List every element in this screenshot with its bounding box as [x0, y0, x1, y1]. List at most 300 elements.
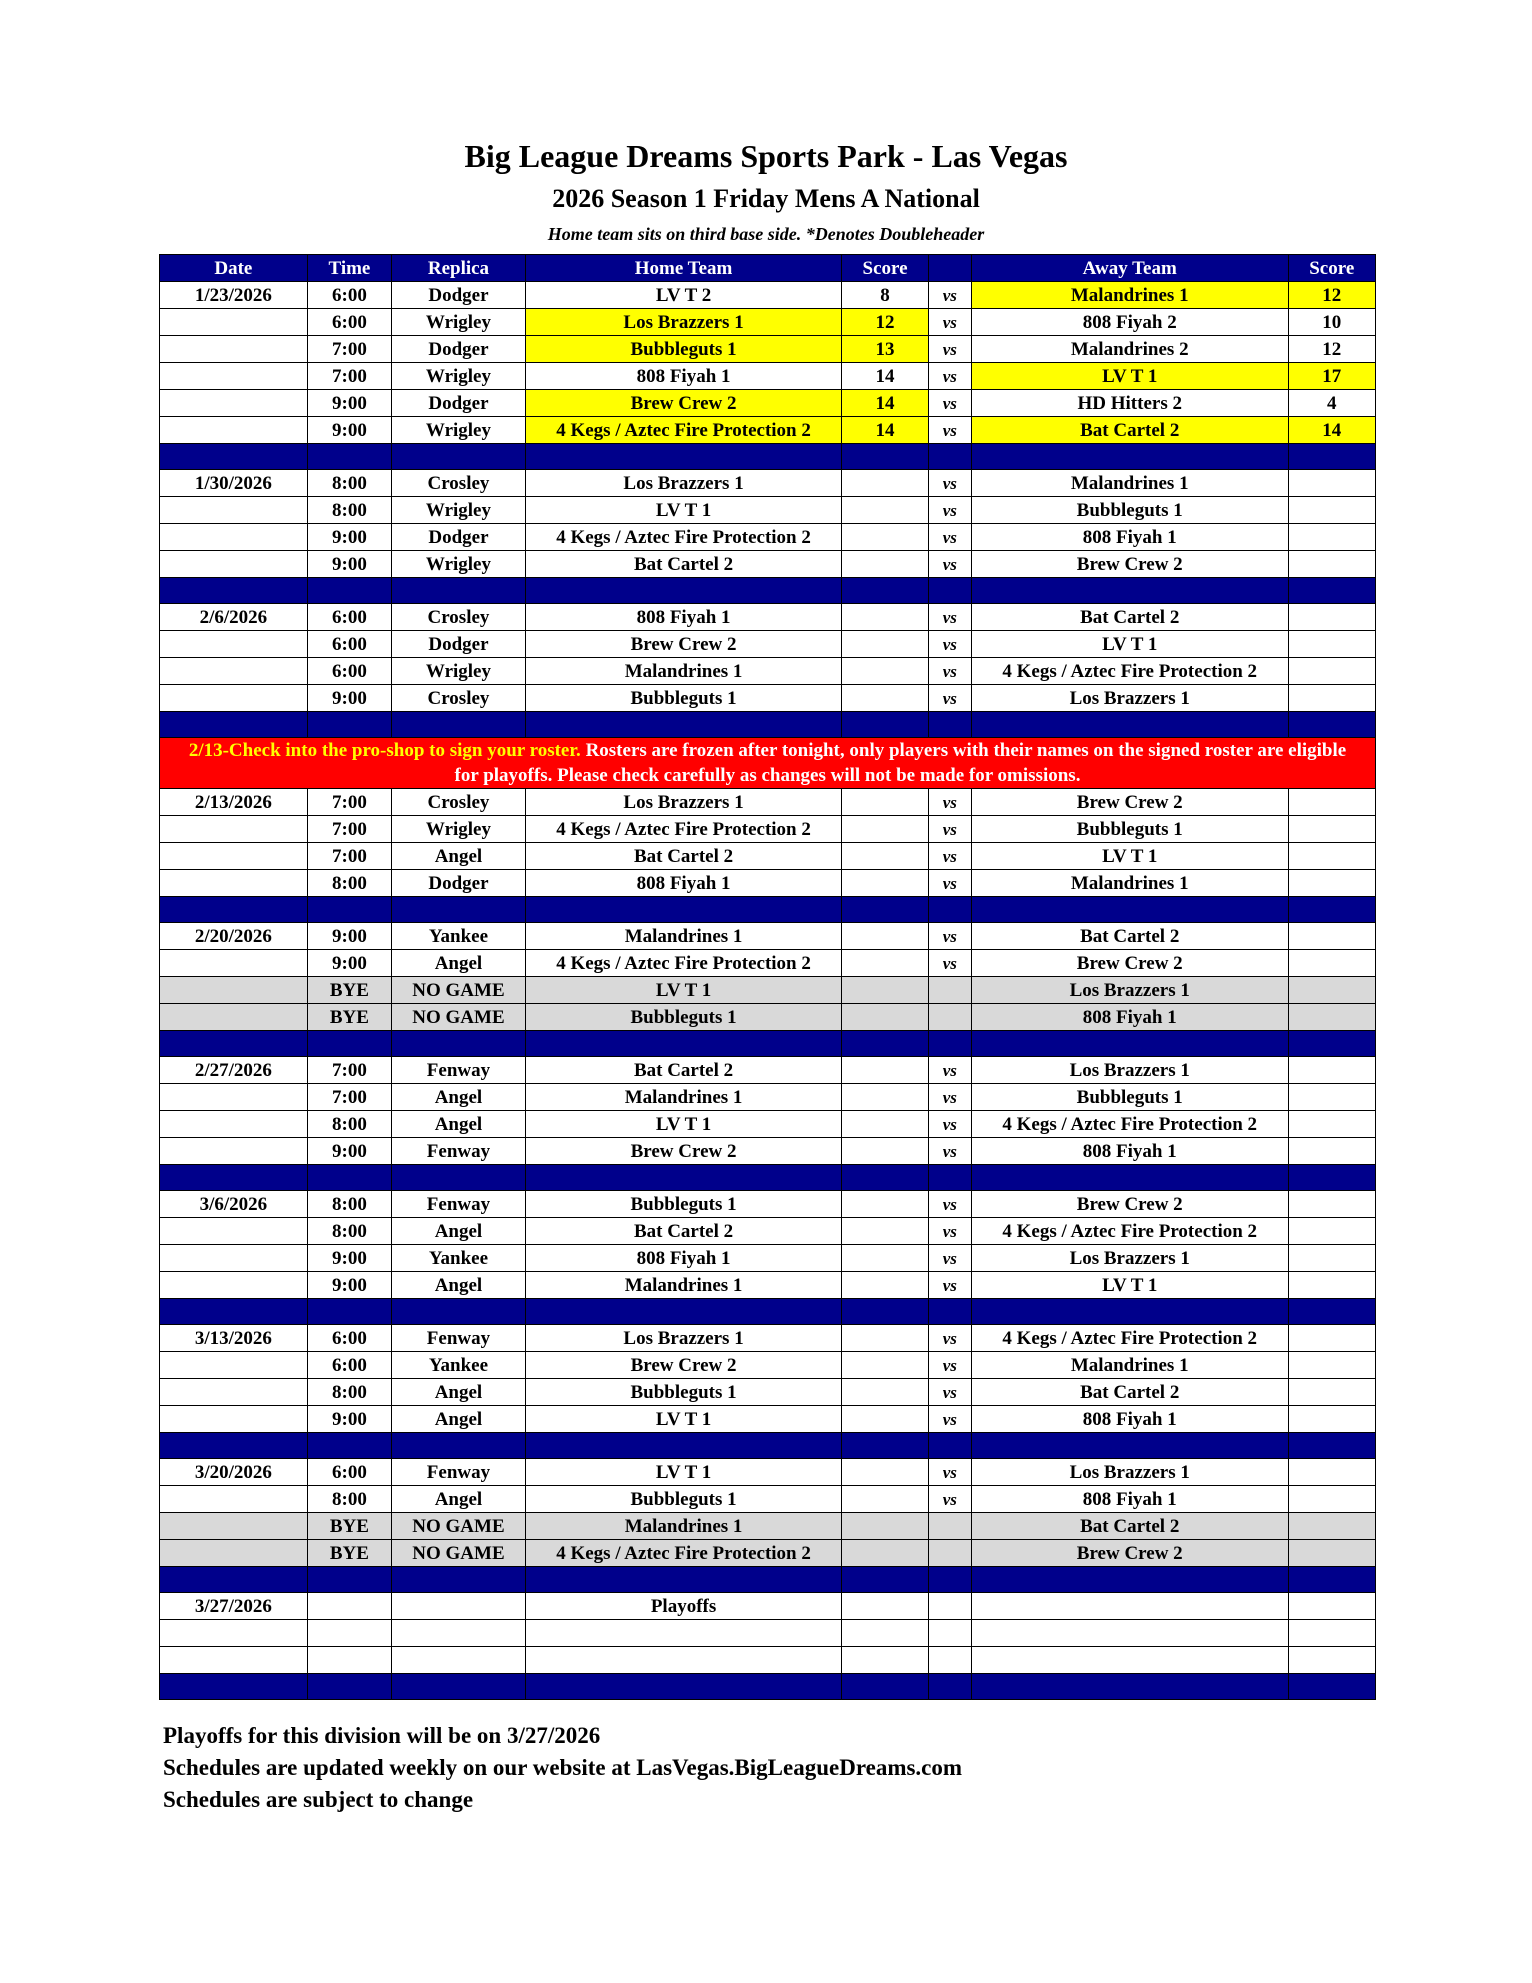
cell-home-score: 13 [842, 336, 928, 363]
cell-away-score [1288, 1111, 1376, 1138]
cell-time: BYE [307, 977, 391, 1004]
cell-home-team: 4 Kegs / Aztec Fire Protection 2 [525, 1540, 842, 1567]
game-row [160, 497, 1376, 524]
cell-away-team: 4 Kegs / Aztec Fire Protection 2 [971, 658, 1288, 685]
separator-cell [971, 1299, 1288, 1325]
cell-home-score [842, 789, 928, 816]
cell-date [160, 1406, 308, 1433]
cell-home-score [842, 950, 928, 977]
cell-home-score [842, 551, 928, 578]
cell-time [307, 1620, 391, 1647]
cell-away-team: Malandrines 2 [971, 336, 1288, 363]
cell-date: 3/27/2026 [160, 1593, 308, 1620]
separator-cell [971, 1433, 1288, 1459]
schedule-table [159, 254, 1376, 1700]
cell-vs [928, 1004, 971, 1031]
separator-cell [392, 1674, 526, 1700]
cell-home-team: Brew Crew 2 [525, 1352, 842, 1379]
separator-cell [525, 712, 842, 738]
game-row [160, 1272, 1376, 1299]
cell-vs: vs [928, 497, 971, 524]
cell-home-team: Playoffs [525, 1593, 842, 1620]
cell-home-score [842, 658, 928, 685]
cell-time: 9:00 [307, 1272, 391, 1299]
cell-away-score [1288, 685, 1376, 712]
separator-cell [307, 578, 391, 604]
cell-time: 9:00 [307, 685, 391, 712]
separator-row [160, 1567, 1376, 1593]
cell-home-team: Bubbleguts 1 [525, 1004, 842, 1031]
cell-date [160, 1540, 308, 1567]
cell-away-score [1288, 1513, 1376, 1540]
cell-home-score [842, 870, 928, 897]
cell-home-score [842, 1218, 928, 1245]
separator-cell [160, 578, 308, 604]
cell-time: 8:00 [307, 1218, 391, 1245]
separator-cell [928, 1165, 971, 1191]
cell-time: 8:00 [307, 1486, 391, 1513]
separator-cell [842, 1674, 928, 1700]
cell-home-team: Brew Crew 2 [525, 390, 842, 417]
page-subtitle: 2026 Season 1 Friday Mens A National [552, 184, 980, 213]
cell-time: 7:00 [307, 363, 391, 390]
cell-home-score [842, 1593, 928, 1620]
cell-away-score [1288, 1620, 1376, 1647]
cell-home-score [842, 1138, 928, 1165]
cell-home-score [842, 497, 928, 524]
separator-cell [307, 1674, 391, 1700]
cell-vs: vs [928, 336, 971, 363]
game-row [160, 950, 1376, 977]
cell-home-score: 14 [842, 390, 928, 417]
cell-replica: Fenway [392, 1459, 526, 1486]
cell-vs: vs [928, 789, 971, 816]
game-row [160, 870, 1376, 897]
cell-away-score [1288, 1406, 1376, 1433]
game-row [160, 658, 1376, 685]
cell-away-team: LV T 1 [971, 363, 1288, 390]
col-header-replica: Replica [392, 255, 526, 282]
separator-cell [525, 1165, 842, 1191]
cell-home-team: Malandrines 1 [525, 1513, 842, 1540]
cell-away-team: Malandrines 1 [971, 870, 1288, 897]
game-row [160, 524, 1376, 551]
cell-vs: vs [928, 631, 971, 658]
cell-home-team: Bubbleguts 1 [525, 1379, 842, 1406]
separator-cell [307, 897, 391, 923]
cell-home-team: Bat Cartel 2 [525, 1057, 842, 1084]
cell-vs: vs [928, 551, 971, 578]
cell-home-team: Bubbleguts 1 [525, 336, 842, 363]
cell-replica: Fenway [392, 1138, 526, 1165]
separator-cell [525, 444, 842, 470]
cell-date [160, 336, 308, 363]
separator-row [160, 1031, 1376, 1057]
cell-vs [928, 1513, 971, 1540]
cell-vs: vs [928, 950, 971, 977]
separator-cell [392, 1031, 526, 1057]
cell-time: 8:00 [307, 470, 391, 497]
cell-away-score [1288, 1138, 1376, 1165]
separator-cell [307, 1433, 391, 1459]
separator-cell [160, 1674, 308, 1700]
cell-replica: Fenway [392, 1325, 526, 1352]
cell-vs [928, 1593, 971, 1620]
separator-row [160, 1299, 1376, 1325]
separator-cell [928, 1433, 971, 1459]
separator-cell [392, 1567, 526, 1593]
separator-cell [392, 1433, 526, 1459]
cell-away-score [1288, 923, 1376, 950]
cell-away-score [1288, 1245, 1376, 1272]
separator-cell [971, 444, 1288, 470]
separator-cell [842, 1031, 928, 1057]
separator-cell [392, 1165, 526, 1191]
separator-cell [842, 897, 928, 923]
separator-cell [971, 897, 1288, 923]
cell-home-team: 808 Fiyah 1 [525, 1245, 842, 1272]
cell-time: 7:00 [307, 789, 391, 816]
game-row [160, 1057, 1376, 1084]
separator-cell [307, 1165, 391, 1191]
game-row [160, 685, 1376, 712]
cell-date [160, 1647, 308, 1674]
cell-home-score [842, 1084, 928, 1111]
cell-away-score [1288, 1218, 1376, 1245]
cell-time: 8:00 [307, 870, 391, 897]
cell-replica: Angel [392, 1111, 526, 1138]
cell-time: 6:00 [307, 631, 391, 658]
cell-home-score: 12 [842, 309, 928, 336]
separator-cell [525, 1299, 842, 1325]
separator-cell [160, 1299, 308, 1325]
cell-vs: vs [928, 658, 971, 685]
roster-notice-row [160, 738, 1376, 789]
cell-time: 8:00 [307, 1111, 391, 1138]
cell-home-score [842, 977, 928, 1004]
separator-row [160, 444, 1376, 470]
cell-home-team: 4 Kegs / Aztec Fire Protection 2 [525, 816, 842, 843]
cell-away-team: Los Brazzers 1 [971, 1459, 1288, 1486]
game-row [160, 1325, 1376, 1352]
separator-cell [160, 1031, 308, 1057]
cell-home-team: Bubbleguts 1 [525, 1191, 842, 1218]
cell-replica: Crosley [392, 470, 526, 497]
cell-date: 2/6/2026 [160, 604, 308, 631]
cell-away-score [1288, 1379, 1376, 1406]
cell-home-team: Malandrines 1 [525, 1272, 842, 1299]
cell-date: 2/20/2026 [160, 923, 308, 950]
cell-home-team: Bubbleguts 1 [525, 1486, 842, 1513]
cell-replica: Angel [392, 1272, 526, 1299]
cell-home-score [842, 816, 928, 843]
cell-replica: Angel [392, 950, 526, 977]
cell-vs: vs [928, 524, 971, 551]
cell-away-team: Malandrines 1 [971, 282, 1288, 309]
separator-cell [392, 897, 526, 923]
cell-away-team: 808 Fiyah 1 [971, 1486, 1288, 1513]
game-row [160, 1245, 1376, 1272]
cell-replica: Angel [392, 1379, 526, 1406]
cell-away-team: Brew Crew 2 [971, 950, 1288, 977]
cell-away-score [1288, 1459, 1376, 1486]
cell-away-team: LV T 1 [971, 843, 1288, 870]
game-row [160, 1379, 1376, 1406]
separator-cell [307, 1567, 391, 1593]
cell-vs: vs [928, 1218, 971, 1245]
col-header-time: Time [307, 255, 391, 282]
cell-home-team [525, 1647, 842, 1674]
cell-date [160, 843, 308, 870]
cell-replica: Fenway [392, 1191, 526, 1218]
cell-home-team: 4 Kegs / Aztec Fire Protection 2 [525, 950, 842, 977]
separator-cell [1288, 1567, 1376, 1593]
cell-replica: NO GAME [392, 1004, 526, 1031]
cell-time: 6:00 [307, 658, 391, 685]
cell-date [160, 950, 308, 977]
cell-replica [392, 1593, 526, 1620]
cell-date [160, 1352, 308, 1379]
cell-vs: vs [928, 309, 971, 336]
cell-home-score [842, 1459, 928, 1486]
cell-date [160, 1486, 308, 1513]
cell-date [160, 309, 308, 336]
cell-vs: vs [928, 1352, 971, 1379]
cell-away-team: 808 Fiyah 1 [971, 1138, 1288, 1165]
game-row [160, 843, 1376, 870]
separator-cell [971, 1031, 1288, 1057]
cell-date [160, 658, 308, 685]
cell-away-score: 12 [1288, 336, 1376, 363]
separator-cell [1288, 1031, 1376, 1057]
cell-time: 9:00 [307, 1138, 391, 1165]
separator-cell [928, 1299, 971, 1325]
separator-row [160, 897, 1376, 923]
cell-vs: vs [928, 1406, 971, 1433]
cell-vs [928, 1620, 971, 1647]
cell-away-team: Brew Crew 2 [971, 551, 1288, 578]
separator-cell [160, 1567, 308, 1593]
cell-home-team: 4 Kegs / Aztec Fire Protection 2 [525, 417, 842, 444]
separator-cell [160, 712, 308, 738]
separator-row [160, 712, 1376, 738]
separator-cell [928, 578, 971, 604]
cell-home-team: Bat Cartel 2 [525, 551, 842, 578]
cell-home-team: Bubbleguts 1 [525, 685, 842, 712]
cell-away-team: Bat Cartel 2 [971, 923, 1288, 950]
separator-cell [1288, 712, 1376, 738]
cell-away-score: 17 [1288, 363, 1376, 390]
cell-replica: Wrigley [392, 309, 526, 336]
col-header-away-score: Score [1288, 255, 1376, 282]
cell-replica: NO GAME [392, 1513, 526, 1540]
game-row [160, 1620, 1376, 1647]
separator-cell [1288, 1165, 1376, 1191]
cell-home-team: LV T 2 [525, 282, 842, 309]
game-row [160, 363, 1376, 390]
cell-away-score [1288, 1486, 1376, 1513]
cell-away-score: 14 [1288, 417, 1376, 444]
game-row [160, 282, 1376, 309]
bye-row [160, 1513, 1376, 1540]
cell-home-team: Malandrines 1 [525, 1084, 842, 1111]
separator-cell [842, 1433, 928, 1459]
separator-cell [525, 1567, 842, 1593]
cell-time: 7:00 [307, 1057, 391, 1084]
cell-replica: Wrigley [392, 551, 526, 578]
cell-time [307, 1647, 391, 1674]
col-header-home-score: Score [842, 255, 928, 282]
separator-cell [1288, 897, 1376, 923]
game-row [160, 1191, 1376, 1218]
cell-vs: vs [928, 1325, 971, 1352]
cell-away-team: 808 Fiyah 1 [971, 1004, 1288, 1031]
game-row [160, 336, 1376, 363]
roster-notice-text: Rosters are frozen after tonight, only players with their names on the signed roster are eligible for playoffs. Please check carefully as changes will not be made for omissions. [454, 740, 1347, 786]
cell-away-score [1288, 1325, 1376, 1352]
cell-time: BYE [307, 1004, 391, 1031]
cell-away-team: Brew Crew 2 [971, 789, 1288, 816]
cell-replica: Wrigley [392, 816, 526, 843]
separator-cell [525, 1031, 842, 1057]
cell-time: 7:00 [307, 816, 391, 843]
cell-date [160, 1272, 308, 1299]
cell-replica: NO GAME [392, 1540, 526, 1567]
cell-date: 3/13/2026 [160, 1325, 308, 1352]
cell-replica: Fenway [392, 1057, 526, 1084]
cell-date [160, 524, 308, 551]
cell-date [160, 1218, 308, 1245]
cell-away-score [1288, 524, 1376, 551]
separator-cell [928, 1031, 971, 1057]
cell-replica: Angel [392, 843, 526, 870]
cell-away-team: Los Brazzers 1 [971, 1245, 1288, 1272]
cell-replica: Wrigley [392, 497, 526, 524]
cell-home-team [525, 1620, 842, 1647]
separator-cell [160, 897, 308, 923]
cell-date: 1/30/2026 [160, 470, 308, 497]
cell-replica: Dodger [392, 524, 526, 551]
cell-home-team: Brew Crew 2 [525, 1138, 842, 1165]
cell-time: 9:00 [307, 417, 391, 444]
cell-vs [928, 1540, 971, 1567]
cell-home-score [842, 685, 928, 712]
cell-time: 6:00 [307, 1352, 391, 1379]
cell-time: BYE [307, 1540, 391, 1567]
cell-home-score [842, 1513, 928, 1540]
cell-away-score [1288, 816, 1376, 843]
cell-date [160, 1513, 308, 1540]
cell-away-team: Bat Cartel 2 [971, 1513, 1288, 1540]
cell-date: 2/27/2026 [160, 1057, 308, 1084]
cell-home-team: 808 Fiyah 1 [525, 604, 842, 631]
cell-away-team: 4 Kegs / Aztec Fire Protection 2 [971, 1111, 1288, 1138]
cell-home-team: Los Brazzers 1 [525, 470, 842, 497]
cell-away-score [1288, 789, 1376, 816]
cell-away-score [1288, 1593, 1376, 1620]
cell-away-team: HD Hitters 2 [971, 390, 1288, 417]
separator-cell [971, 712, 1288, 738]
cell-date: 1/23/2026 [160, 282, 308, 309]
cell-away-team: 808 Fiyah 2 [971, 309, 1288, 336]
cell-home-team: Los Brazzers 1 [525, 789, 842, 816]
cell-date [160, 1620, 308, 1647]
cell-away-score [1288, 604, 1376, 631]
footer-line-disclaimer: Schedules are subject to change [163, 1787, 474, 1812]
game-row [160, 923, 1376, 950]
game-row [160, 1459, 1376, 1486]
cell-away-score [1288, 1647, 1376, 1674]
cell-home-team: Los Brazzers 1 [525, 1325, 842, 1352]
cell-away-team: Los Brazzers 1 [971, 1057, 1288, 1084]
cell-away-team: 808 Fiyah 1 [971, 524, 1288, 551]
cell-replica: Yankee [392, 923, 526, 950]
cell-home-score [842, 1272, 928, 1299]
game-row [160, 816, 1376, 843]
cell-away-team: 4 Kegs / Aztec Fire Protection 2 [971, 1325, 1288, 1352]
separator-cell [971, 578, 1288, 604]
col-header-away-team: Away Team [971, 255, 1288, 282]
separator-row [160, 578, 1376, 604]
game-row [160, 1406, 1376, 1433]
game-row [160, 1486, 1376, 1513]
cell-home-team: LV T 1 [525, 1459, 842, 1486]
cell-date [160, 551, 308, 578]
game-row [160, 789, 1376, 816]
cell-time: 9:00 [307, 1245, 391, 1272]
separator-cell [1288, 1299, 1376, 1325]
cell-away-score [1288, 1004, 1376, 1031]
separator-cell [971, 1165, 1288, 1191]
cell-replica: Dodger [392, 390, 526, 417]
cell-time: 9:00 [307, 524, 391, 551]
cell-replica: Wrigley [392, 658, 526, 685]
cell-vs: vs [928, 923, 971, 950]
separator-cell [1288, 1674, 1376, 1700]
separator-row [160, 1674, 1376, 1700]
cell-away-team [971, 1647, 1288, 1674]
cell-away-team: 808 Fiyah 1 [971, 1406, 1288, 1433]
separator-cell [392, 712, 526, 738]
cell-away-team: Malandrines 1 [971, 1352, 1288, 1379]
cell-vs: vs [928, 685, 971, 712]
cell-vs: vs [928, 470, 971, 497]
game-row [160, 1647, 1376, 1674]
cell-time: BYE [307, 1513, 391, 1540]
cell-date [160, 816, 308, 843]
cell-home-score [842, 1111, 928, 1138]
cell-away-team: Bubbleguts 1 [971, 816, 1288, 843]
cell-away-score [1288, 1191, 1376, 1218]
cell-home-team: LV T 1 [525, 497, 842, 524]
cell-vs: vs [928, 1459, 971, 1486]
separator-cell [842, 1567, 928, 1593]
footer-notes [163, 1720, 962, 1816]
cell-home-team: Brew Crew 2 [525, 631, 842, 658]
cell-away-team: Los Brazzers 1 [971, 685, 1288, 712]
separator-cell [1288, 444, 1376, 470]
cell-away-team: Bubbleguts 1 [971, 1084, 1288, 1111]
game-row [160, 1138, 1376, 1165]
cell-home-score: 14 [842, 363, 928, 390]
cell-home-score [842, 1352, 928, 1379]
cell-home-team: 4 Kegs / Aztec Fire Protection 2 [525, 524, 842, 551]
cell-date [160, 631, 308, 658]
cell-home-score [842, 470, 928, 497]
cell-away-score [1288, 843, 1376, 870]
cell-replica: Dodger [392, 870, 526, 897]
game-row [160, 631, 1376, 658]
